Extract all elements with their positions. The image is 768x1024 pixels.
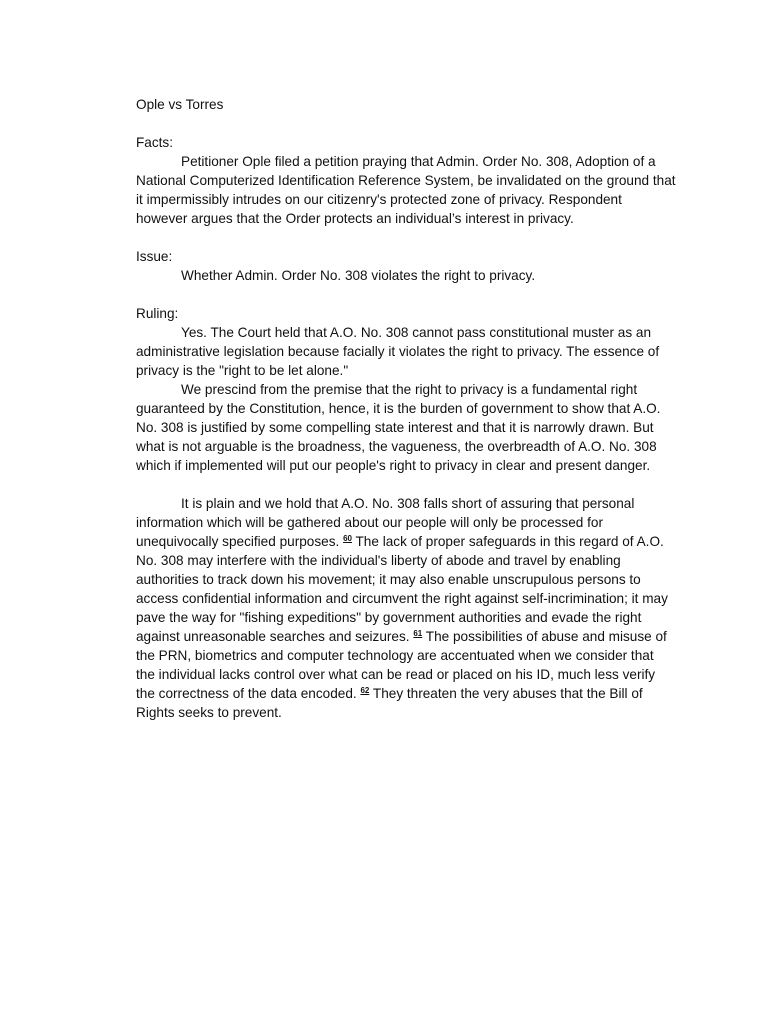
ruling-p3-sentence-4: They threaten the very abuses that the Bill of Rights seeks to prevent. <box>136 686 643 720</box>
issue-paragraph: Whether Admin. Order No. 308 violates the right to privacy. <box>181 268 536 283</box>
ruling-paragraph-3 <box>136 494 676 722</box>
footnote-ref-62[interactable]: 62 <box>360 686 370 695</box>
ruling-paragraph-1: Yes. The Court held that A.O. No. 308 cannot pass constitutional muster as an administrative legislation because facially it violates the right to privacy. The essence of privacy is the "right to be let alone." <box>136 325 660 378</box>
footnote-ref-60[interactable]: 60 <box>343 534 352 543</box>
document-title: Ople vs Torres <box>136 97 224 112</box>
ruling-paragraph-2: We prescind from the premise that the right to privacy is a fundamental right guaranteed by the Constitution, hence, it is the burden of government to show that A.O. No. 308 is justified by some compelling state interest and that it is narrowly drawn. But what is not arguable is the broadness, the vagueness, the overbreadth of A.O. No. 308 which if implemented will put our people's right to privacy in clear and present danger. <box>136 382 661 473</box>
facts-paragraph: Petitioner Ople filed a petition praying that Admin. Order No. 308, Adoption of a National Computerized Identification Reference System, be invalidated on the ground that it impermissibly intrudes on our citizenry's protected zone of privacy. Respondent however argues that the Order protects an individual’s interest in privacy. <box>136 154 676 226</box>
ruling-p3-sentence-1: It is plain and we hold that A.O. No. 308 falls short of assuring that personal information which will be gathered about our people will only be processed for unequivocally specified purposes. <box>136 496 635 549</box>
facts-heading: Facts: <box>136 135 174 150</box>
ruling-p3-sentence-3: The possibilities of abuse and misuse of the PRN, biometrics and computer technology are accentuated when we consider that the individual lacks control over what can be read or placed on his ID, much less verify the correctness of the data encoded. <box>136 629 667 701</box>
issue-heading: Issue: <box>136 249 173 264</box>
ruling-heading: Ruling: <box>136 306 179 321</box>
footnote-ref-61[interactable]: 61 <box>413 629 423 638</box>
ruling-p3-sentence-2: The lack of proper safeguards in this regard of A.O. No. 308 may interfere with the individual's liberty of abode and travel by enabling authorities to track down his movement; it may also enable unscrupulous persons to access confidential information and circumvent the right against self-incrimination; it may pave the way for "fishing expeditions" by government authorities and evade the right against unreasonable searches and seizures. <box>136 534 668 644</box>
